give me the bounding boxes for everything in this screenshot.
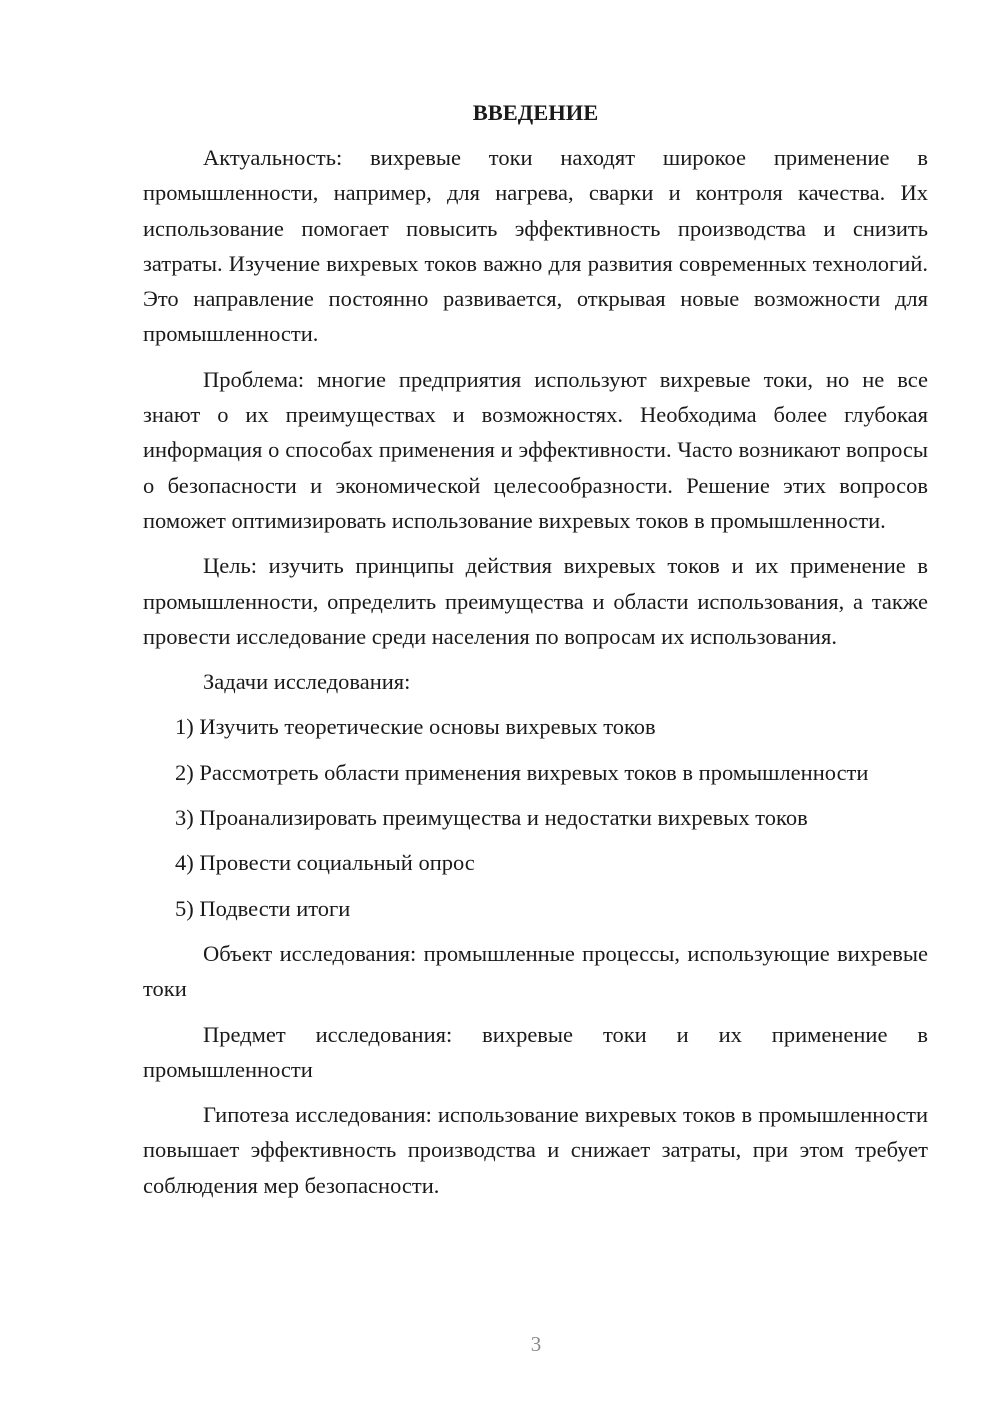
- goal-paragraph: Цель: изучить принципы действия вихревых токов и их применение в промышленности, определить преимущества и области использования, а также провести исследование среди населения по вопросам их использования.: [143, 553, 928, 649]
- task-item-2: 2) Рассмотреть области применения вихревых токов в промышленности: [175, 759, 869, 785]
- page-number: 3: [530, 1332, 542, 1356]
- task-item-1: 1) Изучить теоретические основы вихревых токов: [175, 714, 656, 740]
- hypothesis-paragraph: Гипотеза исследования: использование вихревых токов в промышленности повышает эффективность производства и снижает затраты, при этом требует соблюдения мер безопасности.: [143, 1102, 928, 1198]
- task-item-5: 5) Подвести итоги: [175, 895, 351, 921]
- relevance-paragraph: Актуальность: вихревые токи находят широкое применение в промышленности, например, для нагрева, сварки и контроля качества. Их использование помогает повысить эффективность производства и снизить затраты. Изучение вихревых токов важно для развития современных технологий. Это направление постоянно развивается, открывая новые возможности для промышленности.: [143, 145, 928, 347]
- subject-paragraph: Предмет исследования: вихревые токи и их применение в промышленности: [143, 1021, 928, 1082]
- page-content: [143, 95, 928, 1213]
- tasks-heading: Задачи исследования:: [203, 669, 411, 695]
- problem-paragraph: Проблема: многие предприятия используют вихревые токи, но не все знают о их преимуществах и возможностях. Необходима более глубокая информация о способах применения и эффективности. Часто возникают вопросы о безопасности и экономической целесообразности. Решение этих вопросов поможет оптимизировать использование вихревых токов в промышленности.: [143, 366, 928, 533]
- object-paragraph: Объект исследования: промышленные процессы, использующие вихревые токи: [143, 940, 928, 1002]
- task-item-3: 3) Проанализировать преимущества и недостатки вихревых токов: [175, 805, 808, 831]
- section-title: ВВЕДЕНИЕ: [472, 100, 599, 125]
- task-item-4: 4) Провести социальный опрос: [175, 850, 475, 876]
